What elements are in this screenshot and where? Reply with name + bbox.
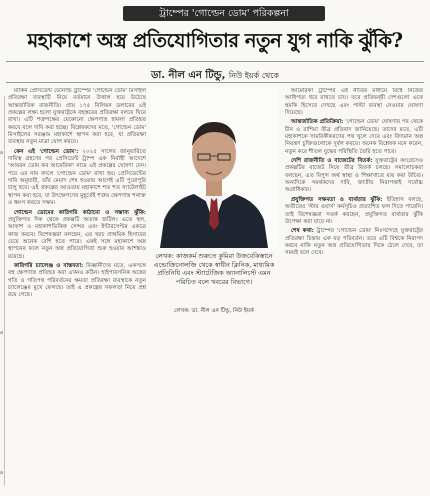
section-heading: প্রযুক্তিগত সক্ষমতা ও ব্যর্থতার ঝুঁকি: <box>291 196 383 203</box>
intro-paragraph: আমেরিকা ট্রাম্পের এই নীতির মাধ্যমে বিশ্বে নিজের আধিপত্য ধরে রাখতে চায়। তবে প্রতিদ্বন্দ্বী দেশগুলো একে হুমকি হিসেবে দেখছে এবং পাল্টা ব্যবস্থা নেওয়ার ঘোষণা দিয়েছে। <box>285 88 423 117</box>
byline-rule <box>6 82 424 83</box>
section-heading: শেষ কথা: <box>291 228 314 235</box>
right-column <box>285 88 423 488</box>
section-body: 'গোল্ডেন ডোম' ঘোষণার পর থেকে চীন ও রাশিয়া তীব্র প্রতিবাদ জানিয়েছে। তাদের মতে, এটি মহাকাশকে সামরিকীকরণের পথ খুলে দেবে এবং বিদ্যমান অস্ত্র নিয়ন্ত্রণ চুক্তিগুলোকে দুর্বল করবে। অনেক বিশ্লেষক মনে করেন, নতুন করে শীতল যুদ্ধের পরিস্থিতি তৈরি হতে পারে। <box>285 119 423 155</box>
section-heading: কেন এই 'গোল্ডেন ডোম': <box>14 148 79 155</box>
section-body: যুক্তরাষ্ট্রের কংগ্রেসেও প্রকল্পটির বাজেট নিয়ে তীব্র বিতর্ক চলছে। সমালোচকরা বলছেন, এত বিপুল অর্থ স্বাস্থ্য ও শিক্ষাখাতে ব্যয় করা উচিত। অন্যদিকে সমর্থকদের দাবি, জাতীয় নিরাপত্তাই সর্বোচ্চ অগ্রাধিকার। <box>285 158 423 194</box>
section-heading: আন্তর্জাতিক প্রতিক্রিয়া: <box>291 119 344 126</box>
section-body: বিজ্ঞানীদের মতে, একসঙ্গে বহু ক্ষেপণাস্ত্র প্রতিহত করা এখনও কঠিন। হাইপারসনিক অস্ত্রের গতি ও গতিপথ পরিবর্তনের ক্ষমতা প্রতিরক্ষা ব্যবস্থাকে নতুন চ্যালেঞ্জের মুখে ফেলছে। তাই এ প্রকল্পের সফলতা নিয়ে প্রশ্ন রয়ে গেছে। <box>8 262 146 299</box>
author-name: ডা. নীল এন টিন্ডু, <box>150 70 226 81</box>
section-heading: গোল্ডেন ডোমের কারিগরি কাঠামো ও সম্ভাব্য ঝুঁকি: <box>14 209 146 216</box>
section-body: ট্রাম্পের 'গোল্ডেন ডোম' নিঃসন্দেহে যুক্তরাষ্ট্রের প্রতিরক্ষা চিন্তায় এক বড় পরিবর্তন। তবে এটি বিশ্বকে নিরাপদ করবে নাকি নতুন অস্ত্র প্রতিযোগিতার দিকে ঠেলে দেবে, তা সময়ই বলে দেবে। <box>285 228 423 257</box>
section-body: প্রযুক্তিগত দিক থেকে প্রকল্পটি অত্যন্ত জটিল। এতে স্থল, আকাশ ও মহাকাশভিত্তিক সেন্সর এবং ইন্টারসেপ্টর একত্রে কাজ করবে। বিশেষজ্ঞরা বলছেন, এর খরচ প্রাথমিক হিসাবের চেয়ে অনেক বেশি হতে পারে। একই সঙ্গে মহাকাশে অস্ত্র স্থাপনের ফলে নতুন অস্ত্র প্রতিযোগিতা শুরু হওয়ার আশঙ্কাও রয়েছে। <box>8 216 146 260</box>
author-location: নিউ ইয়র্ক থেকে <box>228 71 280 80</box>
margin-marker: a <box>0 150 4 156</box>
headline-rule <box>6 61 424 62</box>
photo-caption: লেখক: কাজকর্ম শুরুতে কুমিরা উজবেকিস্তানে এন্ডোক্রিনোলজি থেকে স্বাধীন ক্লিনিক, মাধ্যমিক প্রতিনিধি এবং স্ট্যাটেজিক অ্যানালিস্টে এমন পরিচিত বলে খবরের বিভাগে। <box>153 252 275 286</box>
margin-marker: a <box>0 330 4 336</box>
author-photo <box>150 88 278 248</box>
headline: মহাকাশে অস্ত্র প্রতিযোগিতার নতুন যুগ নাকি ঝুঁকি? <box>27 29 403 52</box>
section-body: ইতিহাস বলছে, অতীতের 'স্টার ওয়ার্স' কর্মসূচিও প্রত্যাশিত ফল দিতে পারেনি। তাই বিশেষজ্ঞরা সতর্ক করছেন, প্রযুক্তিগত ব্যর্থতার ঝুঁকি উপেক্ষা করা যাবে না। <box>285 196 423 225</box>
intro-paragraph: মার্কিন প্রেসিডেন্ট ডোনাল্ড ট্রাম্পের 'গোল্ডেন ডোম' মিসাইল প্রতিরক্ষা ব্যবস্থাটি নিয়ে বর্তমানে উত্তাল হয়ে উঠেছে আন্তর্জাতিক রাজনীতি। প্রায় ১৭৫ বিলিয়ন ডলারের এই প্রকল্পের লক্ষ্য হলো যুক্তরাষ্ট্রকে বহুস্তরের প্রতিরক্ষা বলয়ে ঘিরে রাখা। এটি শত্রুপক্ষের যেকোনো ক্ষেপণাস্ত্র হামলা প্রতিহত করবে বলে দাবি করা হচ্ছে। বিশ্লেষকদের মতে, 'গোল্ডেন ডোম' মিসাইলের সরঞ্জাম মহাকাশে স্থাপন করা হবে, যা প্রতিরক্ষা ব্যবস্থায় নতুন মাত্রা যোগ করবে। <box>8 88 146 146</box>
author-portrait-image <box>150 88 278 248</box>
kicker-label: ট্রাম্পের 'গোল্ডেন ডোম' পরিকল্পনা <box>123 6 325 21</box>
left-column <box>8 88 146 488</box>
margin-marker: a <box>0 470 4 476</box>
section-heading: দেশি রাজনীতি ও বাজেটের বিতর্ক: <box>291 158 373 165</box>
section-body: ২০২৫ সালের জানুয়ারিতে দায়িত্ব গ্রহণের পর প্রেসিডেন্ট ট্রাম্প এক নির্বাহী আদেশে 'আয়রন ডোম ফর আমেরিকা' নামে এই প্রকল্পের ঘোষণা দেন। পরে এর নাম বদলে 'গোল্ডেন ডোম' রাখা হয়। প্রেসিডেন্টের দাবি অনুযায়ী, তাঁর মেয়াদ শেষ হওয়ার আগেই এটি পুরোপুরি চালু হবে। এই প্রকল্পের আওতায় মহাকাশে শত শত স্যাটেলাইট স্থাপন করা হবে, যা উৎক্ষেপণের মুহূর্তেই শত্রুর ক্ষেপণাস্ত্র শনাক্ত ও ধ্বংস করতে সক্ষম। <box>8 148 146 207</box>
section-heading: কারিগরি চ্যালেঞ্জ ও বাস্তবতা: <box>14 262 84 269</box>
photo-note: লেখক: ডা. নীল এন টিন্ডু, নিউ ইয়র্ক <box>174 308 254 314</box>
